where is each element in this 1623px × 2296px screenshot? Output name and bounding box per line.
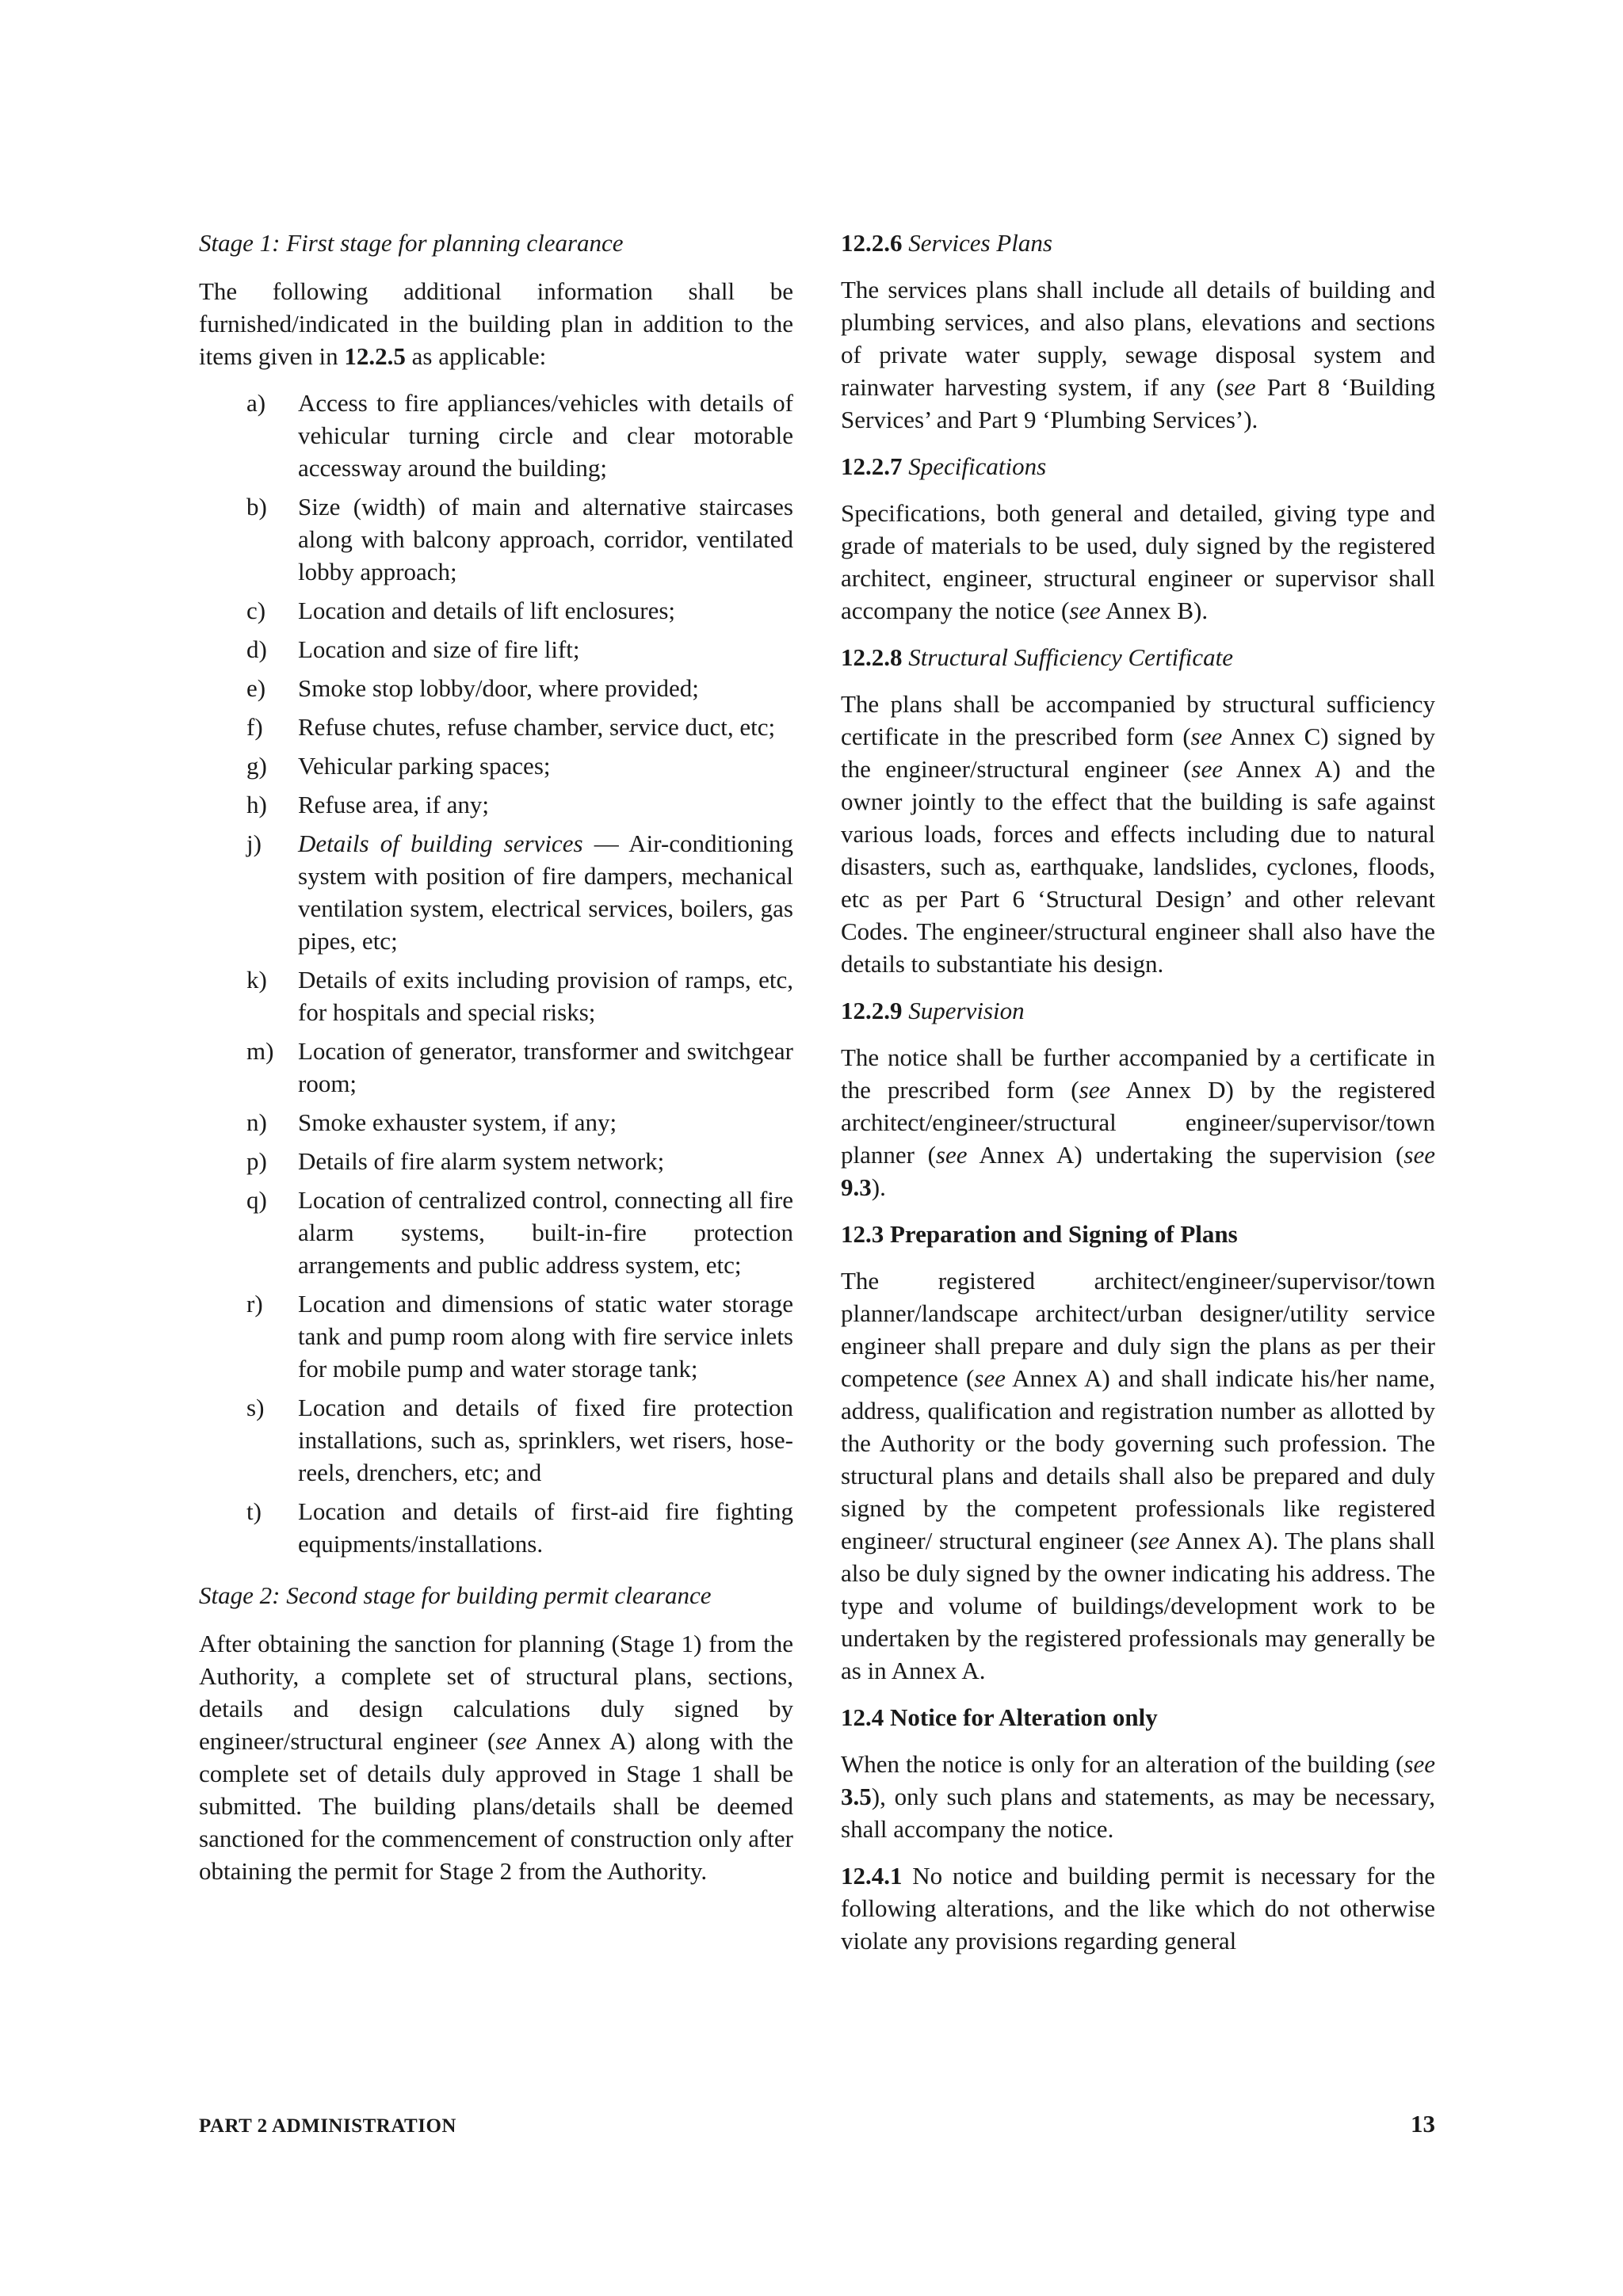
list-item	[199, 672, 793, 704]
list-item-label: s)	[246, 1394, 265, 1421]
paragraph-12-2-9	[841, 1041, 1435, 1203]
list-item-text: Details of fire alarm system network;	[298, 1147, 665, 1175]
list-item	[199, 788, 793, 821]
list-item-text: Smoke exhauster system, if any;	[298, 1108, 617, 1136]
see-ref: see	[1403, 1750, 1435, 1778]
heading-12-4: 12.4 Notice for Alteration only	[841, 1703, 1158, 1731]
text: Annex D) by the registered architect/engineer/structural engineer/supervisor/town planner (	[841, 1076, 1436, 1169]
list-item-text: Details of exits including provision of ramps, etc, for hospitals and special risks;	[298, 966, 793, 1026]
right-column	[841, 227, 1435, 1971]
text: Annex A) and shall indicate his/her name, address, qualification and registration number as allotted by the Authority or the body governing such profession. The structural plans and details shall also be prepared and duly signed by the competent professionals like registered engineer/ structural engineer (	[841, 1364, 1435, 1554]
heading-12-2-9	[841, 994, 1435, 1027]
text: No notice and building permit is necessary for the following alterations, and the like which do not otherwise violate any provisions regarding general	[841, 1862, 1435, 1955]
stage1-intro-ref: 12.2.5	[344, 342, 406, 370]
list-item-label: n)	[246, 1108, 267, 1136]
clause-ref: 9.3	[841, 1173, 872, 1201]
list-item-text: Location and dimensions of static water storage tank and pump room along with fire service inlets for mobile pump and water storage tank;	[298, 1290, 793, 1383]
see-ref: see	[974, 1364, 1006, 1392]
section-number: 12.2.6	[841, 229, 903, 257]
text: Part 8 ‘Building Services’ and Part 9 ‘Plumbing Services’).	[841, 373, 1435, 433]
text: Annex A). The plans shall also be duly signed by the owner indicating his address. The type and volume of buildings/development work to be undertaken by the registered professionals may generally be as in Annex A.	[841, 1527, 1435, 1684]
stage1-intro	[199, 275, 793, 372]
left-column	[199, 227, 793, 1901]
list-item-label: f)	[246, 713, 263, 741]
text: Annex B).	[1100, 597, 1209, 624]
heading-12-2-6	[841, 227, 1435, 259]
text: Annex A) undertaking the supervision (	[967, 1141, 1404, 1169]
paragraph-12-4-1	[841, 1859, 1435, 1957]
paragraph-12-2-7	[841, 497, 1435, 627]
clause-ref: 3.5	[841, 1783, 872, 1810]
section-number: 12.2.8	[841, 643, 903, 671]
heading-12-3: 12.3 Preparation and Signing of Plans	[841, 1220, 1238, 1248]
list-item-text: Location and details of fixed fire protection installations, such as, sprinklers, wet risers, hose-reels, drenchers, etc; and	[298, 1394, 793, 1486]
paragraph-12-3	[841, 1264, 1435, 1687]
section-number: 12.2.9	[841, 997, 903, 1024]
see-ref: see	[1190, 723, 1223, 750]
text: The services plans shall include all details of building and plumbing services, and also plans, elevations and sections of private water supply, sewage disposal system and rainwater harvesting system, if any (	[841, 276, 1435, 401]
stage2-heading: Stage 2: Second stage for building permit clearance	[199, 1581, 712, 1609]
see-ref: see	[1079, 1076, 1111, 1104]
heading-12-2-8	[841, 641, 1435, 673]
list-item-text: Vehicular parking spaces;	[298, 752, 551, 780]
list-item-label: a)	[246, 389, 266, 417]
section-number: 12.2.7	[841, 452, 903, 480]
text: The notice shall be further accompanied by a certificate in the prescribed form (	[841, 1043, 1435, 1104]
list-item	[199, 594, 793, 627]
list-item-label: j)	[246, 830, 262, 857]
list-item	[199, 1391, 793, 1489]
text: Annex A) and the owner jointly to the effect that the building is safe against various loads, forces and effects including due to natural disasters, such as, earthquake, landslides, cyclones, floods, etc as per Part 6 ‘Structural Design’ and other relevant Codes. The engineer/structural engineer shall also have the details to substantiate his design.	[841, 755, 1435, 978]
list-item	[199, 749, 793, 782]
section-title: Specifications	[908, 452, 1047, 480]
list-item-text: Location and details of first-aid fire fighting equipments/installations.	[298, 1497, 793, 1558]
list-item-text: Size (width) of main and alternative staircases along with balcony approach, corridor, ventilated lobby approach;	[298, 493, 793, 585]
text: Specifications, both general and detailed, giving type and grade of materials to be used, duly signed by the registered architect, engineer, structural engineer or supervisor shall accompany the notice (	[841, 499, 1435, 624]
list-item-text: Refuse area, if any;	[298, 791, 489, 818]
stage1-intro-text: The following additional information shall be furnished/indicated in the building plan in addition to the items given in	[199, 277, 793, 370]
see-ref: see	[1224, 373, 1256, 401]
stage2-paragraph	[199, 1627, 793, 1887]
section-title: Services Plans	[908, 229, 1052, 257]
list-item	[199, 827, 793, 957]
stage2-text-2: Annex A) along with the complete set of details duly approved in Stage 1 shall be submitted. The building plans/details shall be deemed sanctioned for the commencement of construction only after obtaining the permit for Stage 2 from the Authority.	[199, 1727, 793, 1885]
list-item-text: Location of centralized control, connecting all fire alarm systems, built-in-fire protection arrangements and public address system, etc;	[298, 1186, 793, 1279]
text: The plans shall be accompanied by structural sufficiency certificate in the prescribed form (	[841, 690, 1435, 750]
list-item-label: p)	[246, 1147, 267, 1175]
list-item	[199, 1106, 793, 1138]
list-item	[199, 711, 793, 743]
list-item-label: d)	[246, 635, 267, 663]
list-item-text: Location of generator, transformer and switchgear room;	[298, 1037, 793, 1097]
list-item	[199, 1035, 793, 1100]
list-item-label: t)	[246, 1497, 262, 1525]
list-item-text: — Air-conditioning system with position of fire dampers, mechanical ventilation system, electrical services, boilers, gas pipes, etc;	[298, 830, 794, 955]
list-item	[199, 633, 793, 666]
list-item-text: Location and size of fire lift;	[298, 635, 580, 663]
list-item-label: e)	[246, 674, 266, 702]
page-number: 13	[1411, 2110, 1435, 2138]
see-ref: see	[1191, 755, 1223, 783]
list-item-label: c)	[246, 597, 266, 624]
paragraph-12-2-8	[841, 688, 1435, 980]
list-item	[199, 1495, 793, 1560]
section-title: Structural Sufficiency Certificate	[908, 643, 1234, 671]
list-item	[199, 387, 793, 484]
see-ref: see	[935, 1141, 968, 1169]
see-ref: see	[1403, 1141, 1435, 1169]
text: When the notice is only for an alteration of the building (	[841, 1750, 1404, 1778]
footer-section-title: PART 2 ADMINISTRATION	[199, 2115, 456, 2137]
list-item	[199, 1184, 793, 1281]
list-item-italic: Details of building services	[298, 830, 583, 857]
text: ), only such plans and statements, as may be necessary, shall accompany the notice.	[841, 1783, 1435, 1843]
list-item-label: m)	[246, 1037, 274, 1065]
list-item-label: g)	[246, 752, 267, 780]
list-item-label: q)	[246, 1186, 267, 1214]
stage1-items-list	[199, 387, 793, 1560]
list-item-text: Location and details of lift enclosures;	[298, 597, 676, 624]
list-item-label: h)	[246, 791, 267, 818]
list-item-text: Access to fire appliances/vehicles with details of vehicular turning circle and clear motorable accessway around the building;	[298, 389, 793, 482]
stage1-heading: Stage 1: First stage for planning clearance	[199, 229, 624, 257]
heading-12-2-7	[841, 450, 1435, 482]
page-footer	[199, 2107, 1435, 2142]
list-item-text: Refuse chutes, refuse chamber, service duct, etc;	[298, 713, 776, 741]
see-ref: see	[1069, 597, 1101, 624]
list-item-label: k)	[246, 966, 267, 994]
text: The registered architect/engineer/supervisor/town planner/landscape architect/urban designer/utility service engineer shall prepare and duly sign the plans as per their competence (	[841, 1267, 1435, 1392]
list-item	[199, 1287, 793, 1385]
list-item	[199, 1145, 793, 1177]
list-item-label: b)	[246, 493, 267, 521]
list-item-text: Smoke stop lobby/door, where provided;	[298, 674, 699, 702]
see-ref: see	[495, 1727, 527, 1755]
list-item	[199, 963, 793, 1028]
text: ).	[871, 1173, 886, 1201]
section-title: Supervision	[908, 997, 1025, 1024]
see-ref: see	[1138, 1527, 1170, 1554]
text: Annex C) signed by the engineer/structural engineer (	[841, 723, 1435, 783]
paragraph-12-2-6	[841, 273, 1435, 436]
stage1-intro-end: as applicable:	[405, 342, 547, 370]
list-item-label: r)	[246, 1290, 263, 1318]
paragraph-12-4	[841, 1748, 1435, 1845]
stage2-text-1: After obtaining the sanction for planning (Stage 1) from the Authority, a complete set of structural plans, sections, details and design calculations duly signed by engineer/structural engineer (	[199, 1630, 793, 1755]
list-item	[199, 490, 793, 588]
section-number: 12.4.1	[841, 1862, 903, 1890]
